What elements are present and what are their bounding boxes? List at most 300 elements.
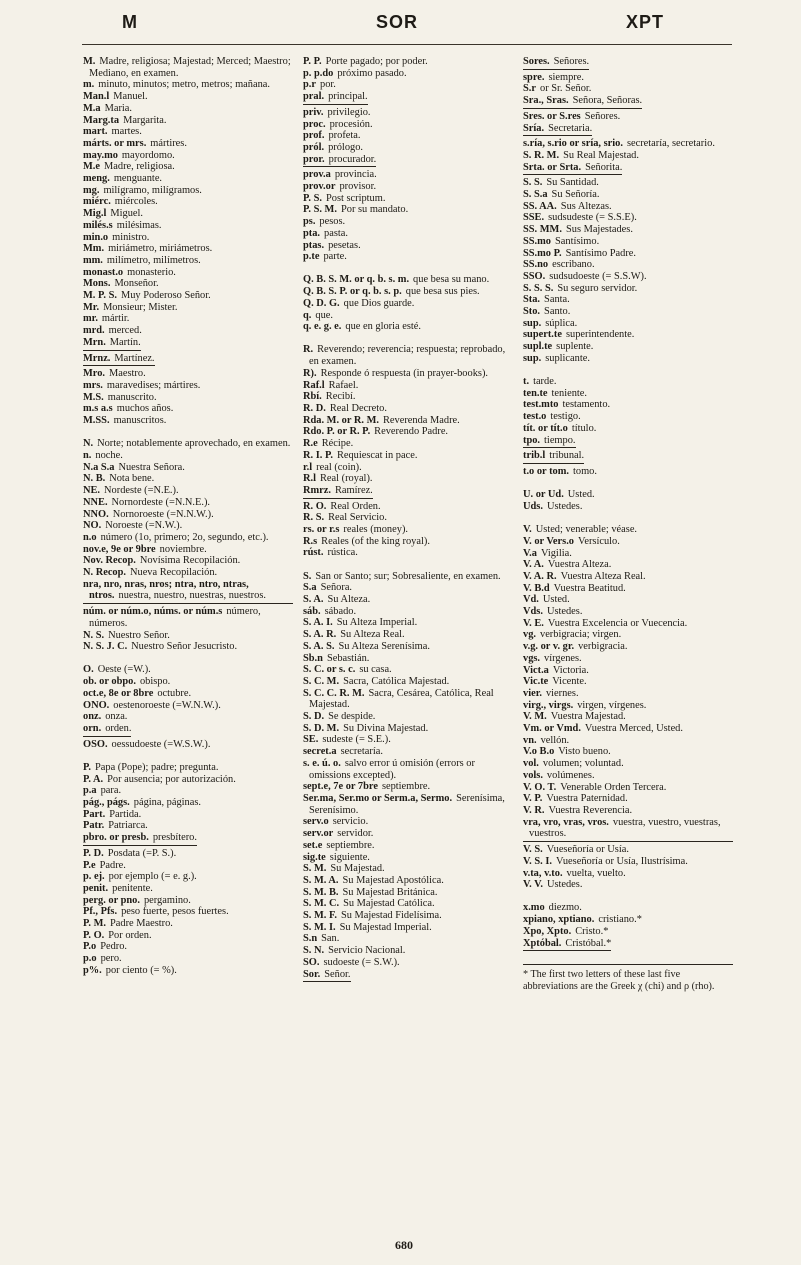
entry-abbreviation: vgs. [523, 652, 541, 664]
entry-expansion: milésimas. [116, 219, 162, 231]
entry-abbreviation: Sra., Sras. [523, 95, 569, 107]
entry-abbreviation: M.SS. [83, 415, 110, 427]
entry-abbreviation: O. [83, 664, 94, 676]
entry-expansion: Martín. [109, 336, 141, 348]
entry [83, 56, 293, 79]
entry [523, 353, 733, 365]
entry-expansion: Vuestra Merced, Usted. [584, 723, 683, 735]
entry-expansion: Sebastián. [326, 652, 370, 664]
entry-abbreviation: v.ta, v.to. [523, 867, 563, 879]
entry-abbreviation: prov.a [303, 169, 331, 181]
entry-abbreviation: rúst. [303, 547, 324, 559]
entry-expansion: pasta. [324, 227, 348, 239]
entry-expansion: Nota bene. [109, 473, 155, 485]
entry-abbreviation: proc. [303, 118, 326, 130]
entry-abbreviation: ob. or obpo. [83, 676, 136, 688]
entry-abbreviation: SS.mo P. [523, 247, 562, 259]
entry-expansion: Señor. [324, 968, 351, 980]
entry-abbreviation: Man.l [83, 91, 110, 103]
entry [83, 953, 293, 965]
entry-expansion: Real Servicio. [328, 512, 387, 524]
entry-abbreviation: S. M. C. [303, 898, 340, 910]
entry-expansion: escribano. [552, 259, 595, 271]
entry-expansion: pesetas. [328, 239, 361, 251]
entry-abbreviation: S.n [303, 933, 318, 945]
entry [83, 115, 293, 127]
entry-abbreviation: P. A. [83, 773, 104, 785]
entry-abbreviation: Mrnz. [83, 352, 111, 364]
entry-expansion: Su Majestad Fidelísima. [340, 910, 442, 922]
entry-expansion: Vuestra Beatitud. [553, 582, 626, 594]
entry-abbreviation: virg., virgs. [523, 699, 574, 711]
entry-expansion: menguante. [113, 173, 163, 185]
entry-abbreviation: pról. [303, 141, 325, 153]
entry [303, 629, 513, 641]
entry-abbreviation: Rmrz. [303, 484, 331, 496]
entry [83, 895, 293, 907]
entry-abbreviation: Vd. [523, 594, 539, 606]
entry-abbreviation: p.r [303, 79, 316, 91]
entry [523, 111, 733, 123]
entry [83, 313, 293, 325]
entry-expansion: Visto bueno. [558, 746, 611, 758]
entry-abbreviation: Mm. [83, 243, 105, 255]
entry-expansion: Madre, religiosa; Majestad; Merced; Maestro; Mediano, en examen. [89, 56, 291, 79]
entry-abbreviation: SSO. [523, 270, 546, 282]
entry-expansion: Vigilia. [540, 547, 572, 559]
entry-expansion: mártir. [101, 313, 130, 325]
entry-expansion: súplica. [545, 317, 578, 329]
entry-abbreviation: penit. [83, 882, 109, 894]
entry-expansion: Su Alteza Imperial. [336, 617, 418, 629]
entry-abbreviation: Mons. [83, 278, 111, 290]
entry-abbreviation: U. or Ud. [523, 489, 564, 501]
entry [523, 259, 733, 271]
entry [83, 509, 293, 521]
entry-abbreviation: Rdo. P. or R. P. [303, 426, 371, 438]
header-rule [82, 44, 732, 45]
entry-expansion: presbítero. [152, 832, 197, 844]
entry-abbreviation: rs. or r.s [303, 524, 340, 536]
entry-abbreviation: mart. [83, 126, 108, 138]
entry [523, 676, 733, 688]
entry-abbreviation: sáb. [303, 605, 321, 617]
entry-abbreviation: Raf.l [303, 379, 325, 391]
entry-abbreviation: Sres. or S.res [523, 110, 581, 122]
entry-expansion: procurador. [328, 153, 377, 165]
entry-expansion: Ustedes. [546, 606, 583, 618]
entry-abbreviation: pág., págs. [83, 796, 130, 808]
entry [523, 83, 733, 95]
entry-expansion: testamento. [562, 399, 611, 411]
entry [303, 310, 513, 322]
entry [83, 392, 293, 404]
entry-abbreviation: V. R. [523, 804, 545, 816]
entry-abbreviation: spre. [523, 71, 545, 83]
entry-expansion: Su Real Majestad. [563, 149, 639, 161]
entry-expansion: suplente. [556, 341, 594, 353]
entry-expansion: testigo. [550, 411, 581, 423]
entry-expansion: que. [315, 309, 333, 321]
entry-expansion: Norte; notablemente aprovechado, en examen. [97, 438, 291, 450]
entry [83, 232, 293, 244]
entry-expansion: Su Majestad Imperial. [339, 921, 432, 933]
entry [83, 438, 293, 450]
entry [303, 512, 513, 524]
entry [303, 688, 513, 711]
entry [303, 119, 513, 131]
entry-abbreviation: Pf., Pfs. [83, 906, 118, 918]
entry-expansion: verbigracia; virgen. [540, 629, 622, 641]
entry-abbreviation: vg. [523, 629, 536, 641]
entry-abbreviation: t.o or tom. [523, 466, 569, 477]
entry-abbreviation: q. e. g. e. [303, 321, 342, 333]
entry [303, 594, 513, 606]
entry-expansion: ministro. [112, 231, 150, 243]
entry-expansion: secretaría. [340, 746, 383, 758]
entry [83, 579, 293, 604]
entry [83, 185, 293, 197]
entry [83, 368, 293, 380]
entry-abbreviation: S. A. S. [303, 640, 335, 652]
entry-expansion: Usted. [567, 489, 595, 501]
entry-abbreviation: S. D. [303, 711, 325, 723]
entry-expansion: Oeste (=W.). [97, 664, 151, 676]
entry-abbreviation: q. [303, 309, 312, 321]
entry-expansion: Sacra, Católica Majestad. [343, 675, 450, 687]
entry-abbreviation: S. A. R. [303, 629, 337, 641]
entry-abbreviation: R.s [303, 535, 318, 547]
entry-abbreviation: mrd. [83, 325, 105, 337]
entry-abbreviation: N. S. [83, 629, 105, 641]
entry-expansion: Rafael. [328, 379, 359, 391]
entry-expansion: or Sr. Señor. [540, 83, 592, 95]
entry-expansion: Novísima Recopilación. [139, 555, 241, 567]
entry-expansion: Vuestra Paternidad. [546, 793, 628, 805]
entry-expansion: sábado. [324, 605, 357, 617]
entry-expansion: que en gloria esté. [345, 321, 421, 333]
entry [83, 91, 293, 103]
entry-expansion: Papa (Pope); padre; pregunta. [95, 761, 219, 773]
entry [523, 177, 733, 189]
entry-expansion: Nueva Recopilación. [130, 567, 218, 579]
entry-expansion: Su Alteza. [327, 594, 371, 606]
entry-abbreviation: SS. MM. [523, 224, 562, 236]
entry-expansion: Su Majestad Británica. [342, 886, 438, 898]
entry [83, 567, 293, 579]
entry [523, 665, 733, 677]
entry-expansion: servidor. [337, 828, 374, 840]
entry-abbreviation: meng. [83, 173, 110, 185]
entry-abbreviation: Marg.ta [83, 114, 120, 126]
entry-abbreviation: R.e [303, 438, 318, 450]
entry-expansion: San or Santo; sur; Sobresaliente, en examen. [315, 570, 501, 582]
header-right-word: XPT [626, 12, 665, 32]
entry [83, 403, 293, 415]
entry [83, 103, 293, 115]
entry-expansion: su casa. [359, 664, 392, 676]
entry-abbreviation: Sta. [523, 294, 541, 306]
entry-abbreviation: may.mo [83, 149, 118, 161]
entry-expansion: Nornordeste (=N.N.E.). [111, 496, 211, 508]
entry [523, 318, 733, 330]
entry-abbreviation: miérc. [83, 196, 111, 208]
entry-abbreviation: monast.o [83, 266, 124, 278]
entry [83, 711, 293, 723]
entry-expansion: Su Divina Majestad. [343, 722, 429, 734]
entry-abbreviation: Vic.te [523, 676, 549, 688]
entry-expansion: Responde ó respuesta (in prayer-books). [320, 367, 488, 379]
entry [303, 664, 513, 676]
entry-abbreviation: S. M. A. [303, 874, 339, 886]
entry-abbreviation: NO. [83, 520, 102, 532]
entry-abbreviation: ptas. [303, 239, 325, 251]
entry-expansion: noche. [95, 450, 123, 461]
entry-expansion: Se despide. [328, 711, 376, 723]
entry [83, 415, 293, 427]
entry [303, 898, 513, 910]
entry-abbreviation: ps. [303, 216, 316, 228]
entry-expansion: para. [100, 785, 122, 797]
entry-abbreviation: P. S. M. [303, 204, 337, 216]
entry [83, 906, 293, 918]
entry-expansion: Porte pagado; por poder. [325, 56, 428, 67]
entry-expansion: Vuestra Majestad. [550, 711, 626, 723]
entry-expansion: siempre. [548, 71, 584, 83]
entry [303, 969, 351, 983]
entry-expansion: Recibí. [325, 391, 356, 403]
entry [83, 860, 293, 872]
entry [303, 840, 513, 852]
entry-expansion: pesos. [319, 216, 346, 228]
entry-expansion: Señora, Señoras. [572, 95, 643, 107]
entry [303, 298, 513, 310]
entry-expansion: Vuestra Reverencia. [548, 804, 633, 816]
entry [523, 201, 733, 213]
entry-abbreviation: mr. [83, 313, 98, 325]
entry [523, 72, 733, 84]
entry-abbreviation: Mro. [83, 368, 106, 380]
entry-abbreviation: mrs. [83, 379, 103, 391]
entry [303, 723, 513, 735]
entry-abbreviation: Ser.ma, Ser.mo or Serm.a, Sermo. [303, 792, 453, 804]
entry-expansion: sudeste (= S.E.). [322, 734, 391, 746]
entry-expansion: Vueseñoría or Usía, Ilustrísima. [555, 855, 688, 867]
entry [303, 571, 513, 583]
entry-expansion: Nuestra Señora. [118, 461, 185, 473]
entry-abbreviation: N. B. [83, 473, 106, 485]
entry-abbreviation: Mig.l [83, 208, 107, 220]
entry-abbreviation: R. [303, 344, 314, 356]
entry-abbreviation: Q. B. S. M. or q. b. s. m. [303, 274, 410, 286]
entry-expansion: Señores. [553, 56, 590, 67]
entry-expansion: verbigracia. [578, 641, 628, 653]
entry-abbreviation: S. A. I. [303, 617, 333, 629]
entry-expansion: onza. [105, 711, 128, 723]
entry [83, 79, 293, 91]
entry-expansion: sudsudoeste (= S.S.W). [549, 270, 647, 282]
entry-abbreviation: S. S. S. [523, 282, 554, 294]
entry [523, 793, 733, 805]
entry [523, 306, 733, 318]
entry-abbreviation: OSO. [83, 738, 108, 750]
entry [303, 524, 513, 536]
entry [83, 883, 293, 895]
entry-abbreviation: Sría. [523, 122, 545, 134]
entry-expansion: San. [321, 933, 340, 945]
entry-abbreviation: Vict.a [523, 664, 549, 676]
entry [83, 532, 293, 544]
entry-abbreviation: P. [83, 761, 91, 773]
entry-abbreviation: P. M. [83, 918, 106, 930]
entry [83, 739, 293, 751]
entry [523, 571, 733, 583]
entry-expansion: próximo pasado. [337, 67, 407, 79]
entry-abbreviation: serv.or [303, 828, 334, 840]
entry-expansion: vuelta, vuelto. [566, 867, 626, 879]
entry [83, 762, 293, 774]
entry-abbreviation: NNO. [83, 508, 109, 520]
entry-expansion: milígramo, milígramos. [103, 184, 202, 196]
entry [523, 868, 733, 880]
entry-abbreviation: SS. AA. [523, 200, 557, 212]
entry [303, 107, 513, 119]
entry [83, 380, 293, 392]
entry-expansion: Real Decreto. [329, 402, 387, 414]
entry [523, 938, 611, 952]
entry-abbreviation: V. P. [523, 793, 543, 805]
entry-expansion: Nornoroeste (=N.N.W.). [112, 508, 214, 520]
entry-expansion: manuscrito. [107, 391, 157, 403]
entry-abbreviation: p%. [83, 964, 102, 976]
entry [303, 734, 513, 746]
entry-expansion: rústica. [327, 547, 358, 559]
entry-expansion: oessudoeste (=W.S.W.). [111, 738, 211, 750]
entry-expansion: Patriarca. [108, 820, 148, 832]
entry-abbreviation: min.o [83, 231, 109, 243]
entry [523, 653, 733, 665]
entry [303, 415, 513, 427]
entry [523, 902, 733, 914]
entry [523, 399, 733, 411]
entry-abbreviation: núm. or núm.o, núms. or núm.s [83, 606, 223, 618]
entry-abbreviation: p.o [83, 953, 97, 965]
entry-expansion: Vuestra Alteza. [547, 559, 612, 571]
header-left-letter: M [122, 12, 138, 32]
entry-expansion: Vuestra Excelencia or Vuecencia. [547, 617, 688, 629]
page-number: 680 [395, 1238, 413, 1252]
entry-expansion: Su Alteza Real. [340, 629, 405, 641]
entry-expansion: volumen; voluntad. [542, 758, 624, 770]
entry-expansion: que Dios guarde. [343, 297, 415, 309]
entry-abbreviation: r.l [303, 461, 313, 473]
entry [83, 161, 293, 173]
entry [83, 243, 293, 255]
entry [83, 544, 293, 556]
entry-abbreviation: NNE. [83, 496, 108, 508]
entry [303, 368, 513, 380]
entry [523, 501, 733, 513]
entry-expansion: Ustedes. [546, 500, 583, 512]
entry [523, 189, 733, 201]
entry-abbreviation: p. ej. [83, 871, 105, 883]
entry-abbreviation: P.o [83, 941, 97, 953]
entry-expansion: manuscritos. [113, 415, 167, 427]
entry [303, 240, 513, 252]
entry [303, 863, 513, 875]
entry-expansion: Cristo.* [575, 925, 609, 937]
entry-expansion: vírgenes. [544, 652, 582, 664]
entry [523, 559, 733, 571]
entry [523, 138, 733, 150]
entry-abbreviation: R.l [303, 473, 316, 485]
entry-expansion: teniente. [551, 387, 588, 399]
entry [303, 473, 513, 485]
entry [523, 489, 733, 501]
entry [523, 212, 733, 224]
entry-expansion: superintendente. [565, 329, 635, 341]
entry [83, 485, 293, 497]
entry [523, 782, 733, 794]
entry [303, 391, 513, 403]
entry [83, 302, 293, 314]
entry-expansion: octubre. [157, 687, 192, 699]
entry-abbreviation: Q. B. S. P. or q. b. s. p. [303, 286, 402, 298]
entry-expansion: Manuel. [113, 91, 148, 103]
entry [523, 844, 733, 856]
entry-expansion: número, números. [89, 606, 261, 629]
entry-expansion: Vueseñoría or Usía. [546, 844, 629, 856]
entry [83, 848, 293, 860]
entry-abbreviation: S.a [303, 582, 317, 594]
entry-abbreviation: S. C. M. [303, 675, 340, 687]
entry-expansion: Por su mandato. [340, 204, 409, 216]
entry-abbreviation: Q. D. G. [303, 297, 340, 309]
entry-expansion: sudoeste (= S.W.). [323, 956, 400, 968]
entry [523, 95, 642, 109]
entry [83, 325, 293, 337]
entry-expansion: Martínez. [114, 352, 155, 364]
entry-abbreviation: S.r [523, 83, 536, 95]
entry [523, 594, 733, 606]
entry [83, 126, 293, 138]
entry [523, 376, 733, 388]
entry [303, 79, 513, 91]
entry-expansion: Partida. [109, 808, 142, 820]
entry [83, 450, 293, 462]
entry-abbreviation: Sb.n [303, 652, 323, 664]
entry-abbreviation: P. O. [83, 929, 105, 941]
entry [523, 411, 733, 423]
entry-expansion: Sacra, Cesárea, Católica, Real Majestad. [309, 687, 494, 711]
entry-expansion: Venerable Orden Tercera. [560, 781, 667, 793]
entry [523, 162, 622, 176]
entry [523, 711, 733, 723]
entry-abbreviation: Rbí. [303, 391, 322, 403]
entry-abbreviation: SSE. [523, 212, 545, 224]
entry-expansion: pero. [100, 953, 122, 965]
entry-abbreviation: secret.a [303, 746, 337, 758]
entry [83, 497, 293, 509]
entry-abbreviation: m.s a.s [83, 403, 113, 415]
entry [83, 473, 293, 485]
entry-expansion: servicio. [332, 816, 369, 828]
entry-expansion: nuestra, nuestro, nuestras, nuestros. [118, 590, 266, 602]
entry [303, 91, 368, 105]
entry [303, 781, 513, 793]
entry-expansion: cristiano.* [598, 914, 642, 926]
entry [523, 606, 733, 618]
